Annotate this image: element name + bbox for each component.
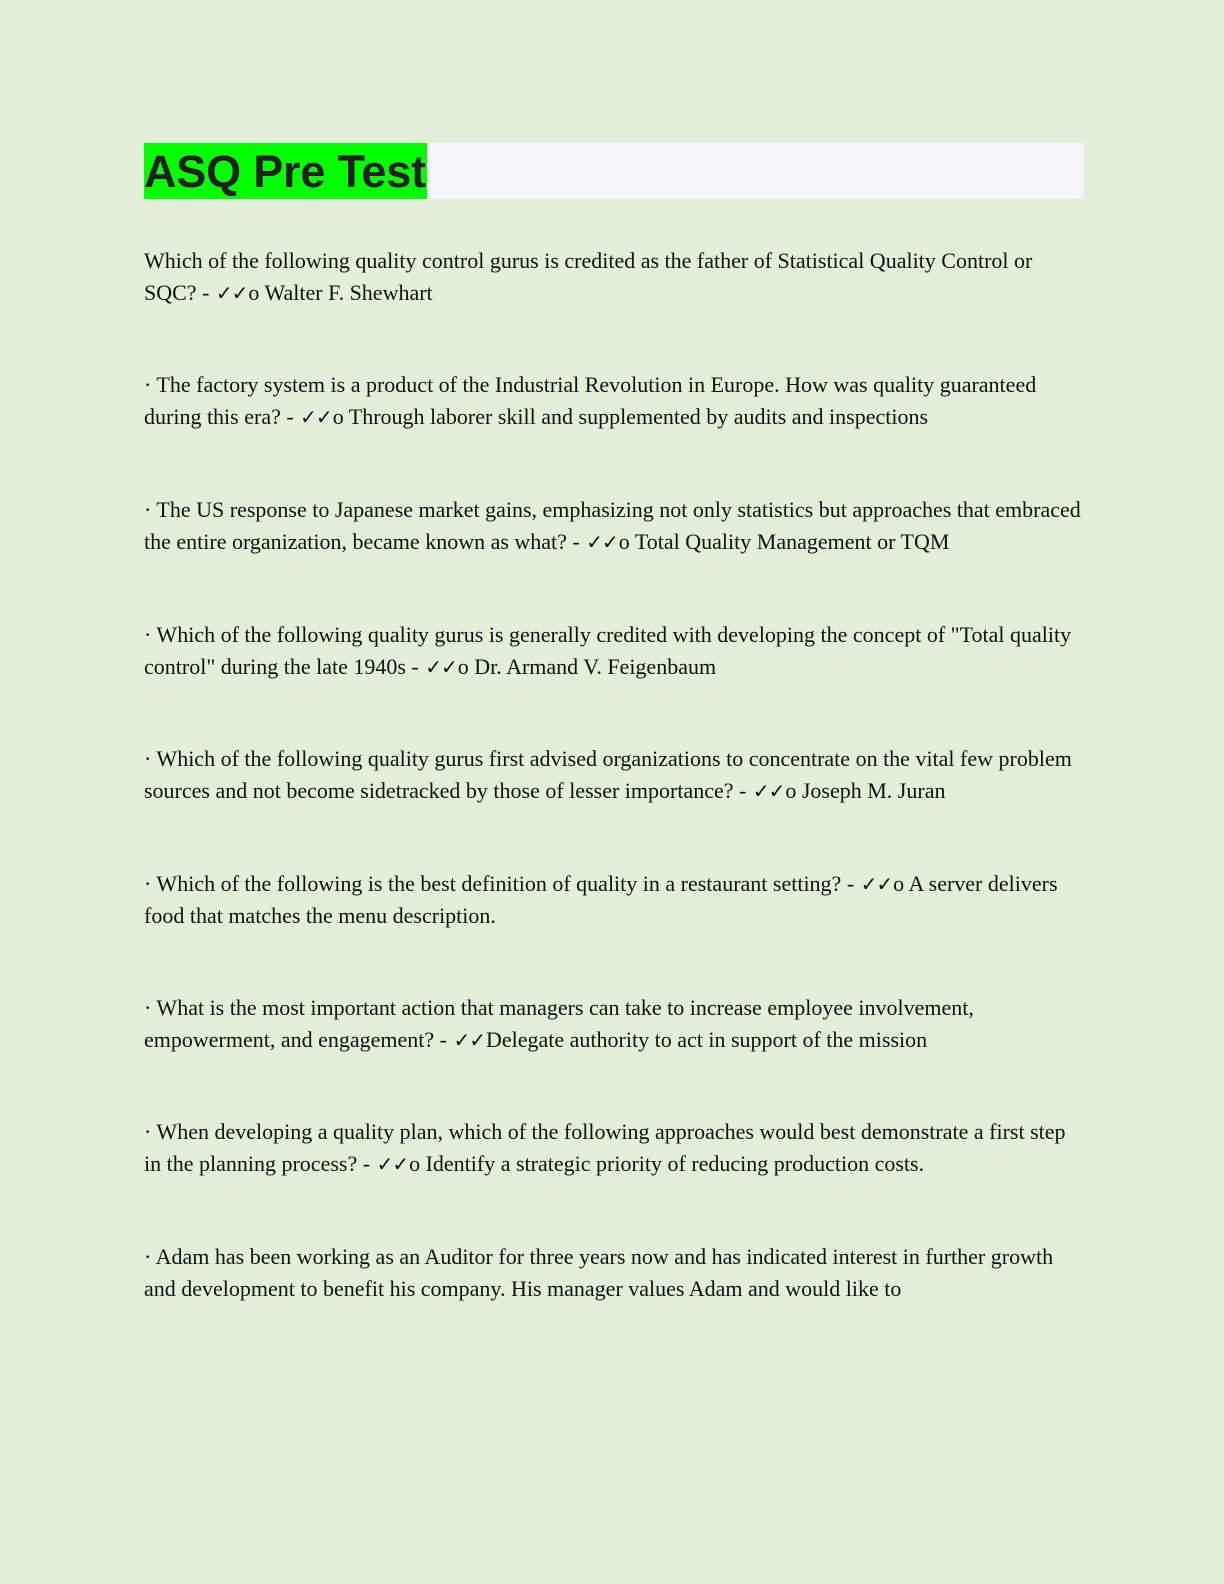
question-text: Which of the following quality control gurus is credited as the father of Statistical Quality Control or SQC? - — [144, 248, 1033, 305]
answer-text: o Dr. Armand V. Feigenbaum — [457, 654, 717, 679]
answer-text: o Identify a strategic priority of reducing production costs. — [409, 1151, 925, 1176]
question-text: · The factory system is a product of the Industrial Revolution in Europe. How was quality guaranteed during this era? - — [144, 372, 1037, 429]
checkmark-icon: ✓✓ — [752, 779, 785, 803]
checkmark-icon: ✓✓ — [425, 655, 457, 679]
question-text: · Which of the following quality gurus is generally credited with developing the concept of "Total quality control" during the late 1940s - — [144, 622, 1072, 679]
answer-text: o A server delivers food that matches the menu description. — [144, 871, 1058, 928]
checkmark-icon: ✓✓ — [453, 1028, 485, 1052]
question-text: · The US response to Japanese market gains, emphasizing not only statistics but approaches that embraced the entire organization, became known as what? - — [144, 497, 1081, 554]
document-page — [144, 143, 1084, 1366]
question-text: · Which of the following quality gurus first advised organizations to concentrate on the vital few problem sources and not become sidetracked by those of lesser importance? - — [144, 746, 1072, 803]
question-text: · Which of the following is the best definition of quality in a restaurant setting? - — [144, 871, 860, 896]
document-title: ASQ Pre Test — [144, 143, 427, 199]
qa-item-9 — [144, 1241, 1084, 1305]
qa-item-4 — [144, 619, 1084, 683]
checkmark-icon: ✓✓ — [300, 405, 332, 429]
answer-text: Delegate authority to act in support of the mission — [486, 1027, 928, 1052]
checkmark-icon: ✓✓ — [586, 530, 618, 554]
qa-list — [144, 245, 1084, 1305]
checkmark-icon: ✓✓ — [215, 281, 248, 305]
question-text: · What is the most important action that managers can take to increase employee involvement, empowerment, and engagement? - — [144, 995, 974, 1052]
answer-text: o Walter F. Shewhart — [248, 280, 433, 305]
qa-item-7 — [144, 992, 1084, 1056]
qa-item-8 — [144, 1116, 1084, 1180]
question-text: · Adam has been working as an Auditor for three years now and has indicated interest in further growth and development to benefit his company. His manager values Adam and would like to — [144, 1244, 1054, 1301]
checkmark-icon: ✓✓ — [860, 872, 893, 896]
answer-text: o Total Quality Management or TQM — [618, 529, 950, 554]
qa-item-3 — [144, 494, 1084, 558]
title-bar — [144, 143, 1084, 199]
qa-item-5 — [144, 743, 1084, 807]
answer-text: o Joseph M. Juran — [785, 778, 946, 803]
checkmark-icon: ✓✓ — [376, 1152, 409, 1176]
question-text: · When developing a quality plan, which of the following approaches would best demonstrate a first step in the planning process? - — [144, 1119, 1066, 1176]
qa-item-1 — [144, 245, 1084, 309]
qa-item-6 — [144, 868, 1084, 932]
qa-item-2 — [144, 369, 1084, 433]
answer-text: o Through laborer skill and supplemented by audits and inspections — [332, 404, 929, 429]
